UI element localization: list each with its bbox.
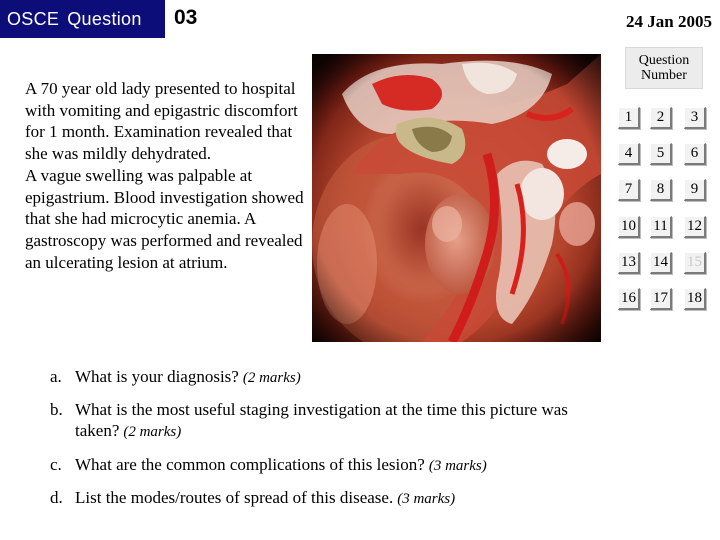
question-number-label-line2: Number xyxy=(641,68,687,83)
sub-question-b-marks: (2 marks) xyxy=(123,424,182,440)
sub-question-a xyxy=(50,366,610,389)
sub-question-b xyxy=(50,399,610,443)
sub-question-c-text: What are the common complications of this lesion? xyxy=(75,455,425,474)
question-number-label xyxy=(625,47,703,89)
question-button-18[interactable]: 18 xyxy=(684,288,706,310)
tag-word-question: Question xyxy=(67,8,142,29)
sub-question-a-marks: (2 marks) xyxy=(242,370,301,386)
question-button-13[interactable]: 13 xyxy=(618,252,640,274)
question-button-11[interactable]: 11 xyxy=(650,216,672,238)
question-button-3[interactable]: 3 xyxy=(684,107,706,129)
question-button-6[interactable]: 6 xyxy=(684,143,706,165)
sub-question-a-text: What is your diagnosis? xyxy=(75,367,239,386)
sub-question-c-letter: c. xyxy=(50,455,62,474)
stem-paragraph-1: A 70 year old lady presented to hospital with vomiting and epigastric discomfort for 1 month. Examination revealed that she was mildly dehydrated. xyxy=(25,79,298,164)
question-button-16[interactable]: 16 xyxy=(618,288,640,310)
question-button-10[interactable]: 10 xyxy=(618,216,640,238)
gastroscopy-image xyxy=(312,54,601,342)
sub-question-d-marks: (3 marks) xyxy=(397,491,456,507)
question-button-5[interactable]: 5 xyxy=(650,143,672,165)
sub-question-b-text: What is the most useful staging investigation at the time this picture was taken? xyxy=(75,400,568,440)
sub-question-c xyxy=(50,454,610,477)
question-button-2[interactable]: 2 xyxy=(650,107,672,129)
case-stem xyxy=(25,78,310,273)
question-button-8[interactable]: 8 xyxy=(650,179,672,201)
question-number: 03 xyxy=(174,6,198,29)
sub-question-d-text: List the modes/routes of spread of this disease. xyxy=(75,488,394,507)
sub-question-c-marks: (3 marks) xyxy=(428,458,487,474)
tag-word-osce: OSCE xyxy=(7,8,60,29)
question-button-1[interactable]: 1 xyxy=(618,107,640,129)
question-button-15[interactable]: 15 xyxy=(684,252,706,274)
sub-question-d xyxy=(50,487,610,510)
question-button-14[interactable]: 14 xyxy=(650,252,672,274)
question-button-9[interactable]: 9 xyxy=(684,179,706,201)
stem-paragraph-2: A vague swelling was palpable at epigastrium. Blood investigation showed that she had microcytic anemia. A gastroscopy was performed and revealed an ulcerating lesion at atrium. xyxy=(25,165,304,272)
osce-question-tag xyxy=(0,0,165,38)
question-button-4[interactable]: 4 xyxy=(618,143,640,165)
sub-question-a-letter: a. xyxy=(50,367,62,386)
sub-question-b-letter: b. xyxy=(50,400,63,419)
question-button-7[interactable]: 7 xyxy=(618,179,640,201)
date-label: 24 Jan 2005 xyxy=(626,12,712,31)
sub-question-d-letter: d. xyxy=(50,488,63,507)
question-button-17[interactable]: 17 xyxy=(650,288,672,310)
question-button-12[interactable]: 12 xyxy=(684,216,706,238)
question-number-label-line1: Question xyxy=(638,53,690,68)
